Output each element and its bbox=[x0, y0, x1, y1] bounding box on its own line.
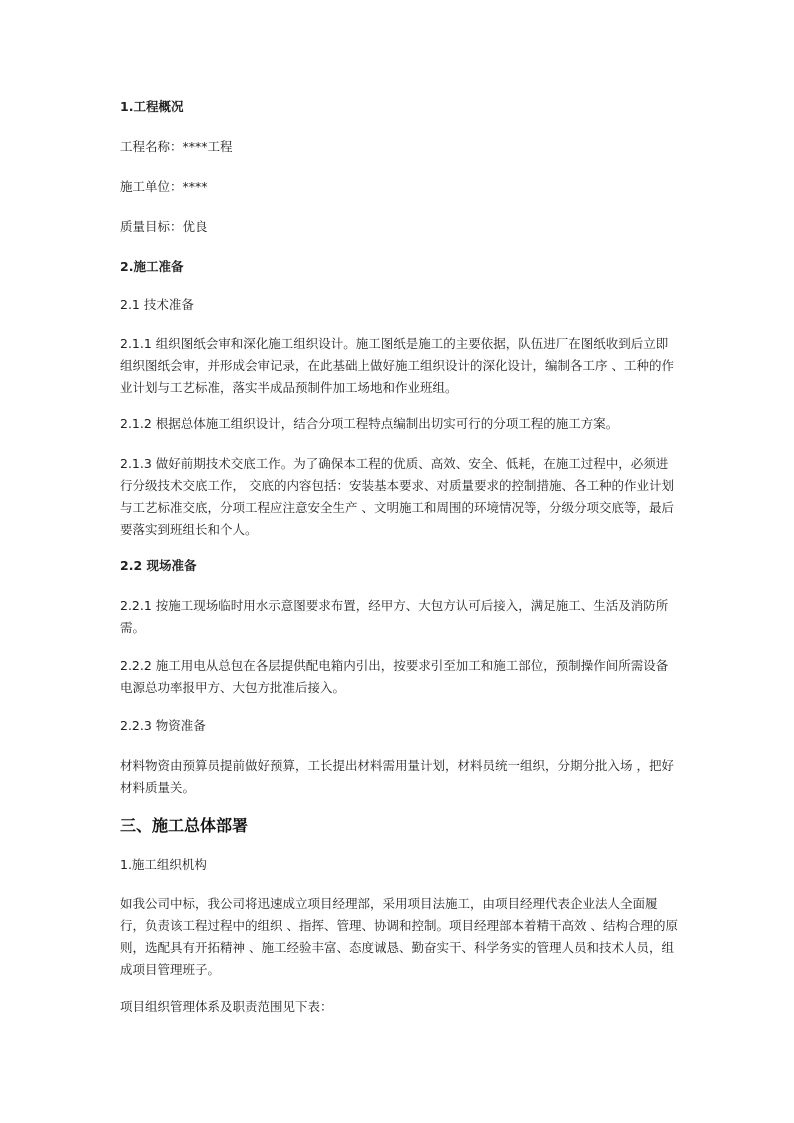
paragraph-table-intro: 项目组织管理体系及职责范围见下表： bbox=[120, 999, 333, 1014]
section-3-1-title: 1.施工组织机构 bbox=[120, 857, 207, 872]
section-2-1-title: 2.1 技术准备 bbox=[120, 297, 194, 312]
paragraph-materials: 材料物资由预算员提前做好预算，工长提出材料需用量计划，材料员统一组织，分期分批入场 ，把好材料质量关。 bbox=[120, 758, 674, 795]
section-2-title: 2.施工准备 bbox=[120, 259, 184, 274]
paragraph-2-1-1: 2.1.1 组织图纸会审和深化施工组织设计。施工图纸是施工的主要依据，队伍进厂在图纸收到后立即组织图纸会审，并形成会审记录，在此基础上做好施工组织设计的深化设计，编制各工序 、工种的作业计划与工艺标准，落实半成品预制件加工场地和作业班组。 bbox=[120, 336, 674, 395]
section-3-title: 三、施工总体部署 bbox=[120, 816, 249, 835]
paragraph-organization: 如我公司中标，我公司将迅速成立项目经理部，采用项目法施工，由项目经理代表企业法人全面履行，负责该工程过程中的组织 、指挥、管理、协调和控制。项目经理部本着精干高效 、结构合理的原则，选配具有开拓精神 、施工经验丰富、态度诚恳、勤奋实干、科学务实的管理人员和技术人员，组成项目管理班子。 bbox=[120, 896, 678, 977]
section-1-title: 1.工程概况 bbox=[120, 99, 184, 114]
section-2-2-3-title: 2.2.3 物资准备 bbox=[120, 718, 206, 733]
paragraph-2-2-2: 2.2.2 施工用电从总包在各层提供配电箱内引出，按要求引至加工和施工部位，预制操作间所需设备电源总功率报甲方、大包方批准后接入。 bbox=[120, 658, 669, 695]
paragraph-2-1-3: 2.1.3 做好前期技术交底工作。为了确保本工程的优质、高效、安全、低耗，在施工过程中，必须进行分级技术交底工作， 交底的内容包括：安装基本要求、对质量要求的控制措施、各工种的作业计划与工艺标准交底，分项工程应注意安全生产 、文明施工和周围的环境情况等，分级分项交底等，最后要落实到班组长和个人。 bbox=[120, 456, 674, 537]
section-2-2-title: 2.2 现场准备 bbox=[120, 558, 197, 573]
project-name-line: 工程名称：****工程 bbox=[120, 139, 233, 154]
contractor-line: 施工单位：**** bbox=[120, 179, 208, 194]
quality-goal-line: 质量目标：优良 bbox=[120, 219, 208, 234]
paragraph-2-2-1: 2.2.1 按施工现场临时用水示意图要求布置，经甲方、大包方认可后接入，满足施工、生活及消防所需。 bbox=[120, 598, 669, 635]
paragraph-2-1-2: 2.1.2 根据总体施工组织设计，结合分项工程特点编制出切实可行的分项工程的施工方案。 bbox=[120, 416, 619, 431]
